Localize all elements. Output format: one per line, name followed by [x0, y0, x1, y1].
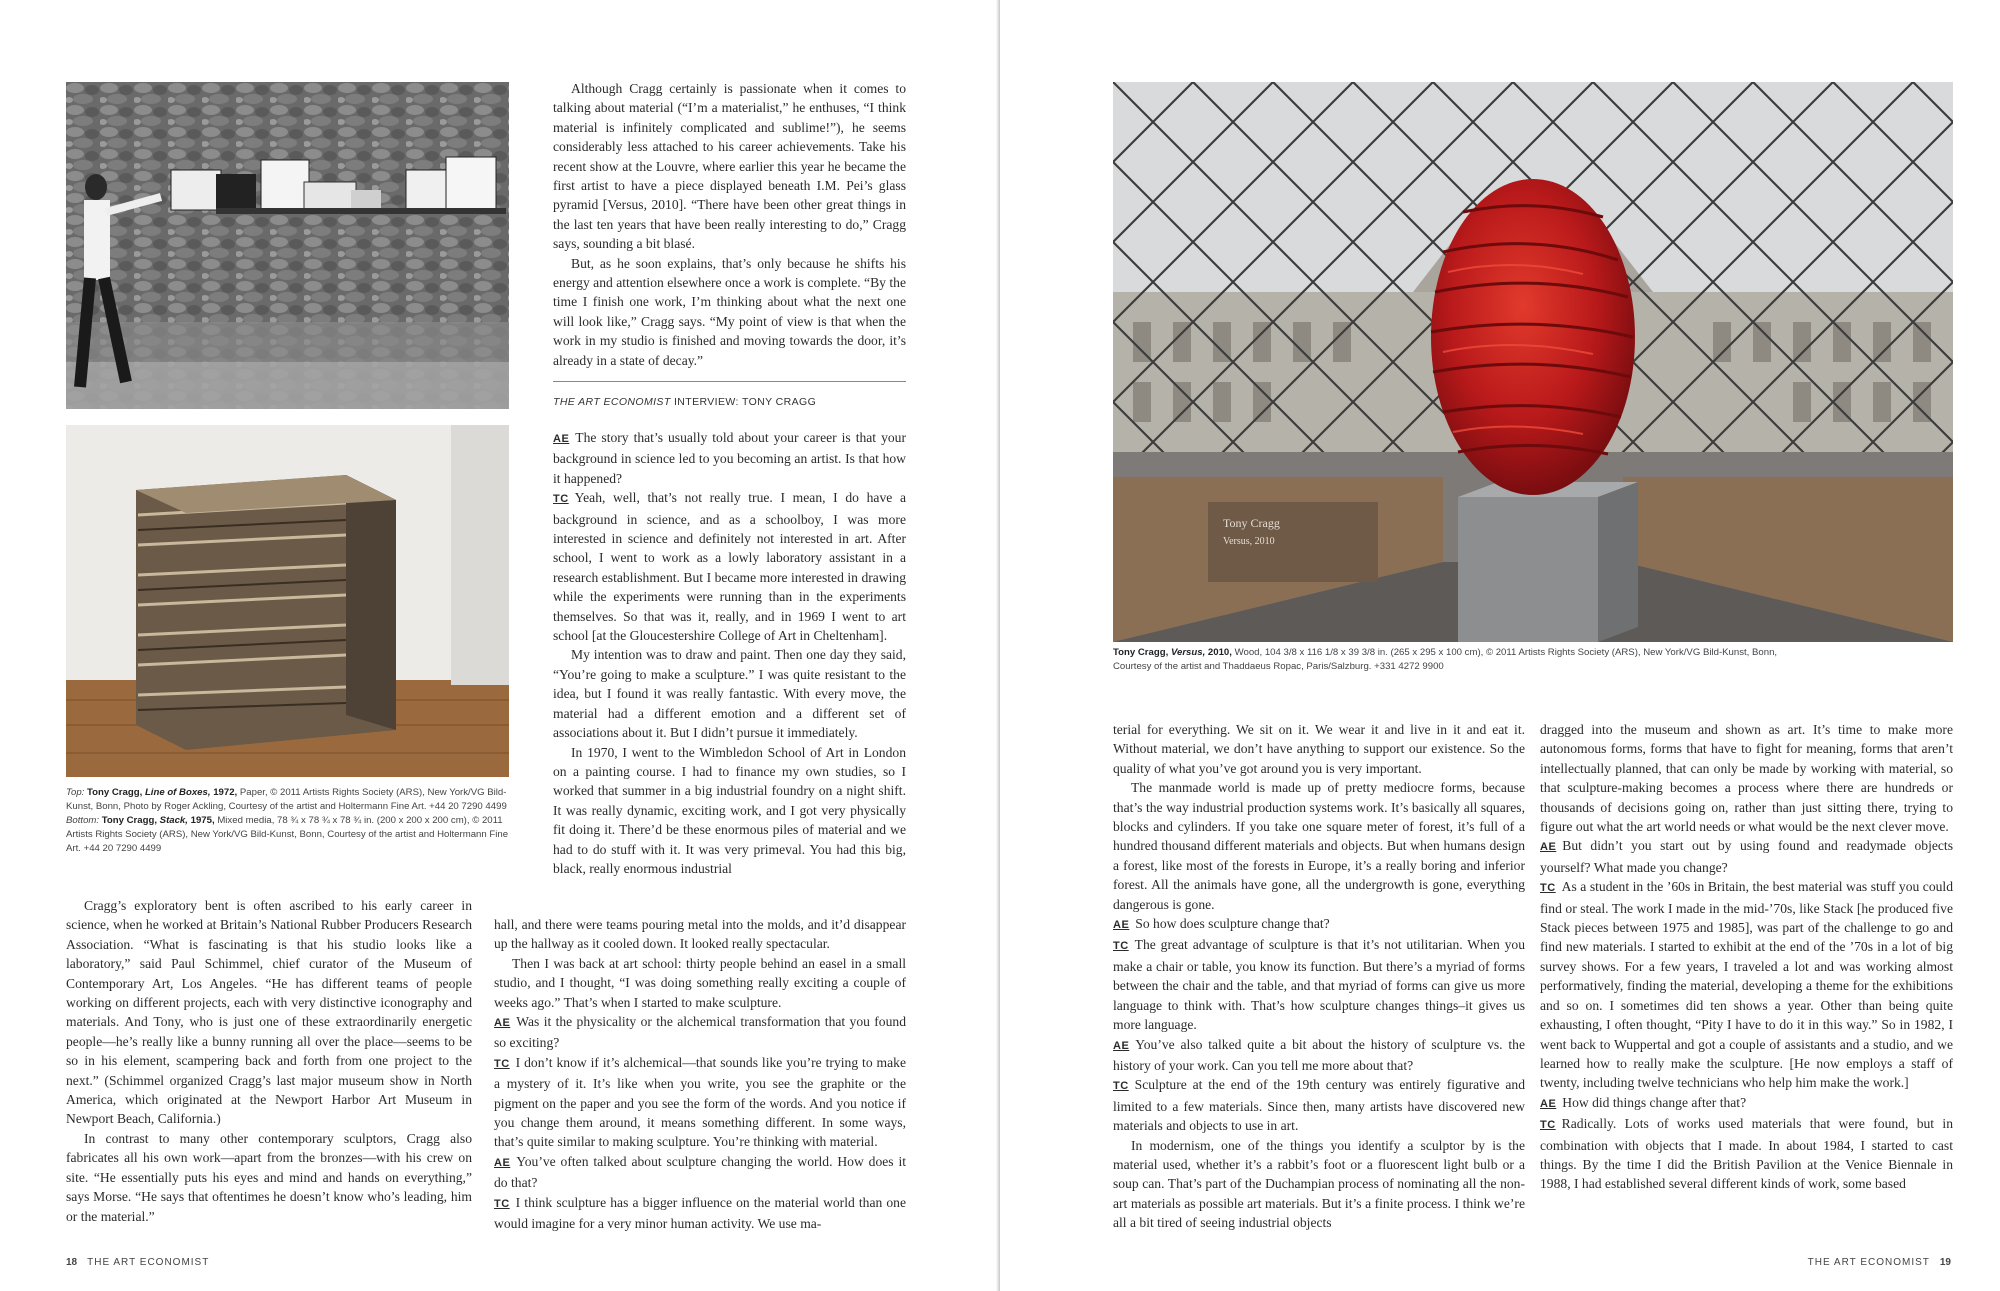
right-folio	[1808, 1257, 1951, 1268]
paragraph-text: Yeah, well, that’s not really true. I mean, I do have a background in science, and as a schoolboy, I was more interested in science and definitely not interested in art. After school, I went to work as a lowly laboratory assistant in a research establishment. But I became more interested in drawing while the experiments were running than in the experiments themselves. So that was it, really, and in 1969 I went to art school [at the Gloucestershire College of Art in Cheltenham].	[553, 490, 906, 644]
caption-top-credit: Paper, © 2011 Artists Rights Society (ARS), New York/VG Bild-Kunst, Bonn, Photo by Roger Ackling, Courtesy of the artist and Holtermann Fine Art. +44 20 7290 4499	[66, 787, 507, 812]
caption-top-year: 1972,	[213, 787, 238, 798]
paragraph	[66, 896, 472, 1129]
paragraph	[1540, 720, 1953, 836]
interview-text-part-one	[553, 428, 906, 878]
paragraph-text: The story that’s usually told about your career is that your background in science led to you becoming an artist. Is that how it happened?	[553, 430, 906, 486]
paragraph	[553, 743, 906, 879]
interviewee-tag: TC	[1113, 1080, 1129, 1093]
left-column-text	[66, 896, 472, 1226]
photo-stack	[66, 425, 509, 777]
paragraph-text: dragged into the museum and shown as art. It’s time to make more autonomous forms, forms that have to fight for meaning, forms that aren’t intellectually planned, that can only be made by working with material, so that sculpture-making becomes a process where there are hundreds or thousands of decisions going on, rather than just sitting there, trying to figure out what the art world needs or what would be the next clever move.	[1540, 722, 1953, 835]
caption-top-artist: Tony Cragg,	[87, 787, 143, 798]
paragraph-text: terial for everything. We sit on it. We wear it and live in it and eat it. Without material, we don’t have anything to support our existence. So the quality of what you’ve got around you is very important.	[1113, 722, 1525, 776]
interviewee-tag: TC	[1540, 882, 1556, 895]
paragraph-text: In contrast to many other contemporary sculptors, Cragg also fabricates all his own work—apart from the bronzes—with his crew on site. “He essentially puts his eyes and mind and hands on everything,” says Morse. “He says that oftentimes he doesn’t know who’s leading, him or the material.”	[66, 1130, 472, 1224]
paragraph	[1540, 1114, 1953, 1194]
caption-bottom-year: 1975,	[190, 815, 215, 826]
section-divider	[553, 381, 906, 382]
left-photo-caption	[66, 786, 511, 856]
left-folio	[66, 1257, 209, 1268]
publication-name-right: THE ART ECONOMIST	[1807, 1257, 1930, 1268]
page-number-left: 18	[66, 1257, 78, 1268]
paragraph	[1113, 914, 1525, 935]
interview-heading-publication: THE ART ECONOMIST	[553, 396, 671, 408]
interviewer-tag: AE	[1540, 1097, 1557, 1110]
publication-name-left: THE ART ECONOMIST	[87, 1257, 210, 1268]
interviewer-tag: AE	[494, 1156, 511, 1169]
caption-bottom-title: Stack,	[159, 815, 188, 826]
paragraph-text: Then I was back at art school: thirty people behind an easel in a small studio, and I thought, “I was doing something really exciting a couple of weeks ago.” That’s when I started to make sculpture.	[494, 955, 906, 1010]
interviewee-tag: TC	[1113, 940, 1129, 953]
photo-versus	[1113, 82, 1953, 642]
paragraph	[1113, 1035, 1525, 1076]
paragraph-text: You’ve also talked quite a bit about the history of sculpture vs. the history of your work. Can you tell me more about that?	[1113, 1036, 1525, 1073]
caption-credit: Wood, 104 3/8 x 116 1/8 x 39 3/8 in. (265 x 295 x 100 cm), © 2011 Artists Rights Society (ARS), New York/VG Bild-Kunst, Bonn,	[1234, 647, 1778, 658]
sign-title: Tony Cragg	[1223, 516, 1280, 530]
caption-bottom-artist: Tony Cragg,	[101, 815, 157, 826]
paragraph	[494, 915, 906, 954]
paragraph	[494, 1152, 906, 1193]
paragraph-text: But didn’t you start out by using found and readymade objects yourself? What made you change?	[1540, 838, 1953, 875]
caption-artist: Tony Cragg,	[1113, 647, 1169, 658]
paragraph	[1540, 1093, 1953, 1114]
interview-text-part-two	[494, 915, 906, 1234]
paragraph	[1113, 935, 1525, 1034]
interview-heading	[553, 396, 906, 408]
photo-line-of-boxes	[66, 82, 509, 409]
paragraph	[553, 428, 906, 488]
paragraph	[1113, 720, 1525, 778]
paragraph	[494, 1193, 906, 1234]
page-number-right: 19	[1939, 1257, 1951, 1268]
paragraph-text: As a student in the ’60s in Britain, the best material was stuff you could find or steal. The work I made in the mid-’70s, like Stack [he produced five Stack pieces between 1975 and 1985], was part of the challenge to go and find new materials. I started to exhibit at the end of the ’70s in a lot of big survey shows. For a few years, I traveled a lot and was working almost performatively, finding the material, developing a theme for the exhibitions and so on. I sometimes did ten shows a year. Other than being quite exhausting, I often thought, “Pity I have to do it in this way.” So in 1982, I went back to Wuppertal and got a couple of assistants and a studio, and we learned how to really make the sculpture. [He now employs a staff of twenty, including twelve technicians who help him make the work.]	[1540, 879, 1953, 1091]
versus-caption	[1113, 646, 1953, 674]
interviewer-tag: AE	[1113, 1039, 1130, 1052]
paragraph-text: I think sculpture has a bigger influence on the material world than one would imagine for a very minor human activity. We use ma-	[494, 1194, 906, 1232]
line-of-boxes-image	[66, 82, 509, 409]
caption-year: 2010,	[1207, 647, 1232, 658]
paragraph-text: The great advantage of sculpture is that it’s not utilitarian. When you make a chair or table, you know its function. But there’s a myriad of forms between the chair and the table, and that myriad of forms can give us more language to think with. That’s how sculpture changes things–it gives us more language.	[1113, 937, 1525, 1033]
sign-subtitle: Versus, 2010	[1223, 536, 1275, 547]
caption-top-label: Top:	[66, 787, 85, 798]
paragraph-text: The manmade world is made up of pretty mediocre forms, because that’s the way industrial production systems work. It’s basically all squares, blocks and cylinders. If you take one square meter of forest, it’s full of a hundred thousand different materials and objects. But when humans design a forest, like most of the forests in Europe, it’s a really boring and inferior forest. All the animals have gone, all the undergrowth is gone, everything dangerous is gone.	[1113, 780, 1525, 912]
interviewer-tag: AE	[1540, 841, 1557, 854]
intro-text	[553, 79, 906, 370]
right-column-two	[1540, 720, 1953, 1194]
interviewer-tag: AE	[494, 1017, 511, 1030]
paragraph-text: Radically. Lots of works used materials that were found, but in combination with objects that I made. In about 1984, I started to cast things. By the time I did the British Pavilion at the Venice Biennale in 1988, I had established several different kinds of work, some based	[1540, 1116, 1953, 1192]
paragraph	[494, 1053, 906, 1152]
caption-bottom-credit: Mixed media, 78 ¾ x 78 ¾ x 78 ¾ in. (200 x 200 x 200 cm), © 2011 Artists Rights Society (ARS), New York/VG Bild-Kunst, Bonn, Courtesy of the artist and Holtermann Fine Art. +44 20 7290 4499	[66, 815, 509, 854]
paragraph	[494, 1012, 906, 1053]
interviewee-tag: TC	[1540, 1119, 1556, 1132]
paragraph-text: My intention was to draw and paint. Then one day they said, “You’re going to make a sculpture.” I was quite resistant to the idea, but I found it was really fantastic. With every move, the material had a different emotion and a different set of associations about it. But I didn’t pursue it immediately.	[553, 647, 906, 741]
paragraph	[1113, 1136, 1525, 1233]
paragraph-text: So how does sculpture change that?	[1135, 916, 1330, 932]
stack-image	[66, 425, 509, 777]
paragraph-text: I don’t know if it’s alchemical—that sounds like you’re trying to make a mystery of it. It’s like when you write, you see the graphite or the pigment on the paper and you see the form of the words. And you notice if you change them around, it means something different. In some ways, that’s quite similar to making sculpture. You’re thinking with material.	[494, 1054, 906, 1150]
paragraph	[553, 79, 906, 254]
paragraph-text: Cragg’s exploratory bent is often ascribed to his early career in science, when he worked at Britain’s National Rubber Producers Research Association. “What is fascinating is that his studio looks like a laboratory,” said Paul Schimmel, chief curator of the Museum of Contemporary Art, Los Angeles. “He has different teams of people working on different projects, each with very distinctive iconography and materials. And Tony, who is just one of these extraordinarily energetic people—he’s really like a bunny running all over the place—seems to be so in his element, scampering back and forth from one project to the next.” (Schimmel organized Cragg’s last major museum show in North America, which originated at the Newport Harbor Art Museum in Newport Beach, California.)	[66, 898, 472, 1127]
paragraph	[66, 1129, 472, 1226]
paragraph	[494, 954, 906, 1012]
paragraph-text: hall, and there were teams pouring metal into the molds, and it’d disappear up the hallway as it cooled down. It looked really spectacular.	[494, 917, 906, 952]
paragraph	[553, 254, 906, 370]
caption-title: Versus,	[1170, 647, 1206, 658]
paragraph	[1540, 877, 1953, 1092]
interviewer-tag: AE	[1113, 919, 1130, 932]
interviewee-tag: TC	[553, 493, 569, 506]
caption-bottom-label: Bottom:	[66, 815, 100, 826]
interviewee-tag: TC	[494, 1197, 510, 1210]
paragraph-text: You’ve often talked about sculpture changing the world. How does it do that?	[494, 1153, 906, 1191]
paragraph-text: Sculpture at the end of the 19th century was entirely figurative and limited to a few materials. Since then, many artists have discovered new materials and objects to use in art.	[1113, 1077, 1525, 1134]
paragraph-text: In modernism, one of the things you identify a sculptor by is the material used, whether it’s a rabbit’s foot or a fluorescent light bulb or a soup can. That’s part of the Duchampian process of nominating all the non-art materials as possible art materials. But it’s a finite process. I think we’re all a bit tired of seeing industrial objects	[1113, 1137, 1525, 1231]
paragraph-text: In 1970, I went to the Wimbledon School of Art in London on a painting course. I had to finance my own studies, so I worked that summer in a big industrial foundry on a night shift. It was really dynamic, exciting work, and I got very physically fit doing it. There’d be these enormous piles of material and we had to do stuff with it. It was very primeval. You had this big, black, really enormous industrial	[553, 744, 906, 876]
interviewee-tag: TC	[494, 1057, 510, 1070]
paragraph	[553, 488, 906, 645]
paragraph-text: Although Cragg certainly is passionate when it comes to talking about material (“I’m a materialist,” he enthuses, “I think material is infinitely complicated and sublime!”), he seems considerably less attached to his career achievements. Take his recent show at the Louvre, where earlier this year he became the first artist to have a piece displayed beneath I.M. Pei’s glass pyramid [Versus, 2010]. “There have been other great things in the last ten years that have been really interesting to do,” Cragg says, sounding a bit blasé.	[553, 81, 906, 252]
paragraph-text: But, as he soon explains, that’s only because he shifts his energy and attention elsewhere once a work is complete. “By the time I finish one work, I’m thinking about what the next one will look like,” Cragg says. “My point of view is that when the work in my studio is finished and moving towards the door, it’s already in a state of decay.”	[553, 255, 906, 368]
paragraph-text: Was it the physicality or the alchemical transformation that you found so exciting?	[494, 1014, 906, 1051]
paragraph	[1113, 778, 1525, 914]
caption-courtesy: Courtesy of the artist and Thaddaeus Ropac, Paris/Salzburg. +331 4272 9900	[1113, 661, 1444, 672]
paragraph-text: How did things change after that?	[1562, 1094, 1747, 1110]
versus-image	[1113, 82, 1953, 642]
right-page	[1000, 0, 2000, 1291]
paragraph	[1540, 836, 1953, 877]
interview-heading-subject: INTERVIEW: TONY CRAGG	[673, 396, 817, 408]
interviewer-tag: AE	[553, 433, 570, 445]
paragraph	[553, 645, 906, 742]
paragraph	[1113, 1075, 1525, 1135]
caption-top-title: Line of Boxes,	[144, 787, 211, 798]
right-column-one	[1113, 720, 1525, 1233]
